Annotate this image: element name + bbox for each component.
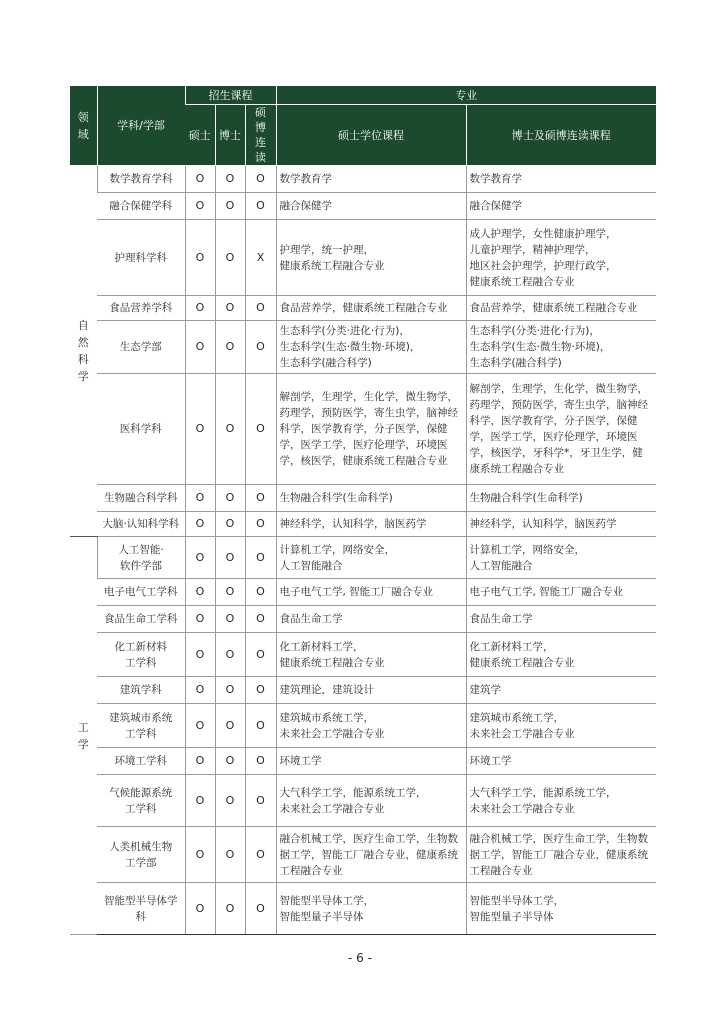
- master-course-cell: 大气科学工学，能源系统工学， 未来社会工学融合专业: [276, 775, 466, 827]
- table-row: [70, 748, 656, 775]
- header-area: 领域: [70, 86, 97, 166]
- table-row: [70, 537, 656, 579]
- doctor-mark: O: [215, 704, 245, 748]
- doctor-mark: O: [215, 193, 245, 220]
- combined-mark: O: [245, 166, 276, 193]
- doctor-mark: O: [215, 537, 245, 579]
- master-mark: O: [185, 485, 215, 512]
- combined-mark: O: [245, 748, 276, 775]
- doctor-course-cell: 食品营养学，健康系统工程融合专业: [466, 296, 656, 321]
- dept-cell: 护理科学科: [97, 220, 185, 296]
- master-course-cell: 护理学，统一护理， 健康系统工程融合专业: [276, 220, 466, 296]
- doctor-course-cell: 解剖学，生理学，生化学，微生物学，药理学，预防医学，寄生虫学，脑神经科学，医学教育学，分子医学，保健学，医学工学，医疗伦理学，环境医学，核医学，牙科学*，牙卫生学，健康系统工程融合专业: [466, 374, 656, 485]
- master-course-cell: 计算机工学，网络安全， 人工智能融合: [276, 537, 466, 579]
- dept-cell: 气候能源系统 工学科: [97, 775, 185, 827]
- doctor-mark: O: [215, 296, 245, 321]
- doctor-course-cell: 融合机械工学，医疗生命工学，生物数据工学，智能工厂融合专业，健康系统工程融合专业: [466, 827, 656, 883]
- dept-cell: 人工智能· 软件学部: [97, 537, 185, 579]
- combined-mark: O: [245, 512, 276, 537]
- master-course-cell: 环境工学: [276, 748, 466, 775]
- combined-mark: O: [245, 677, 276, 704]
- doctor-course-cell: 环境工学: [466, 748, 656, 775]
- course-table-page: [70, 86, 656, 935]
- master-mark: O: [185, 883, 215, 935]
- master-mark: O: [185, 220, 215, 296]
- doctor-course-cell: 建筑学: [466, 677, 656, 704]
- dept-cell: 食品生命工学科: [97, 606, 185, 633]
- master-mark: O: [185, 166, 215, 193]
- doctor-course-cell: 生物融合科学(生命科学): [466, 485, 656, 512]
- combined-mark: O: [245, 704, 276, 748]
- master-mark: O: [185, 704, 215, 748]
- dept-cell: 大脑·认知科学科: [97, 512, 185, 537]
- combined-mark: O: [245, 606, 276, 633]
- header-combined: 硕博连读: [245, 105, 276, 166]
- doctor-course-cell: 建筑城市系统工学， 未来社会工学融合专业: [466, 704, 656, 748]
- area-name: 工学: [77, 720, 89, 751]
- master-course-cell: 数学教育学: [276, 166, 466, 193]
- table-row: [70, 485, 656, 512]
- doctor-mark: O: [215, 775, 245, 827]
- combined-mark: O: [245, 775, 276, 827]
- table-row: [70, 166, 656, 193]
- doctor-course-cell: 神经科学，认知科学，脑医药学: [466, 512, 656, 537]
- doctor-mark: O: [215, 220, 245, 296]
- table-row: [70, 579, 656, 606]
- area-label: [70, 537, 97, 935]
- master-course-cell: 化工新材料工学， 健康系统工程融合专业: [276, 633, 466, 677]
- header-major: 专业: [276, 86, 656, 105]
- doctor-mark: O: [215, 883, 245, 935]
- dept-cell: 人类机械生物 工学部: [97, 827, 185, 883]
- master-mark: O: [185, 827, 215, 883]
- doctor-course-cell: 智能型半导体工学， 智能型量子半导体: [466, 883, 656, 935]
- dept-cell: 医科学科: [97, 374, 185, 485]
- table-row: [70, 883, 656, 935]
- header-master-course: 硕士学位课程: [276, 105, 466, 166]
- dept-cell: 融合保健学科: [97, 193, 185, 220]
- dept-cell: 化工新材料 工学科: [97, 633, 185, 677]
- doctor-mark: O: [215, 677, 245, 704]
- table-row: [70, 220, 656, 296]
- master-course-cell: 生物融合科学(生命科学): [276, 485, 466, 512]
- header-admission: 招生课程: [185, 86, 276, 105]
- combined-mark: O: [245, 321, 276, 374]
- master-mark: O: [185, 374, 215, 485]
- doctor-mark: O: [215, 748, 245, 775]
- doctor-mark: O: [215, 606, 245, 633]
- course-table: [70, 86, 656, 935]
- doctor-course-cell: 化工新材料工学， 健康系统工程融合专业: [466, 633, 656, 677]
- area-label: [70, 166, 97, 537]
- master-course-cell: 建筑城市系统工学， 未来社会工学融合专业: [276, 704, 466, 748]
- master-mark: O: [185, 606, 215, 633]
- doctor-course-cell: 融合保健学: [466, 193, 656, 220]
- combined-mark: O: [245, 537, 276, 579]
- table-row: [70, 827, 656, 883]
- master-course-cell: 神经科学，认知科学，脑医药学: [276, 512, 466, 537]
- doctor-mark: O: [215, 827, 245, 883]
- combined-mark: O: [245, 827, 276, 883]
- master-course-cell: 融合保健学: [276, 193, 466, 220]
- doctor-course-cell: 大气科学工学，能源系统工学， 未来社会工学融合专业: [466, 775, 656, 827]
- table-row: [70, 775, 656, 827]
- header-master: 硕士: [185, 105, 215, 166]
- doctor-course-cell: 成人护理学，女性健康护理学， 儿童护理学，精神护理学， 地区社会护理学，护理行政学， 健康系统工程融合专业: [466, 220, 656, 296]
- dept-cell: 生态学部: [97, 321, 185, 374]
- combined-mark: X: [245, 220, 276, 296]
- master-course-cell: 电子电气工学, 智能工厂融合专业: [276, 579, 466, 606]
- master-mark: O: [185, 748, 215, 775]
- dept-cell: 建筑学科: [97, 677, 185, 704]
- doctor-course-cell: 生态科学(分类·进化·行为)， 生态科学(生态·微生物·环境)， 生态科学(融合科学): [466, 321, 656, 374]
- doctor-mark: O: [215, 633, 245, 677]
- table-row: [70, 633, 656, 677]
- dept-cell: 电子电气工学科: [97, 579, 185, 606]
- doctor-mark: O: [215, 485, 245, 512]
- master-course-cell: 融合机械工学，医疗生命工学，生物数据工学，智能工厂融合专业，健康系统工程融合专业: [276, 827, 466, 883]
- page-number: - 6 -: [348, 951, 372, 965]
- combined-mark: O: [245, 633, 276, 677]
- master-mark: O: [185, 775, 215, 827]
- table-row: [70, 512, 656, 537]
- header-doctor-course: 博士及硕博连读课程: [466, 105, 656, 166]
- combined-mark: O: [245, 883, 276, 935]
- doctor-mark: O: [215, 166, 245, 193]
- table-row: [70, 677, 656, 704]
- area-name: 自然科学: [77, 319, 89, 383]
- dept-cell: 生物融合科学科: [97, 485, 185, 512]
- doctor-course-cell: 食品生命工学: [466, 606, 656, 633]
- table-row: [70, 296, 656, 321]
- table-row: [70, 704, 656, 748]
- master-course-cell: 食品营养学，健康系统工程融合专业: [276, 296, 466, 321]
- master-course-cell: 食品生命工学: [276, 606, 466, 633]
- master-mark: O: [185, 677, 215, 704]
- master-course-cell: 智能型半导体工学， 智能型量子半导体: [276, 883, 466, 935]
- table-row: [70, 606, 656, 633]
- combined-mark: O: [245, 193, 276, 220]
- header-dept: 学科/学部: [97, 86, 185, 166]
- master-mark: O: [185, 537, 215, 579]
- doctor-course-cell: 电子电气工学, 智能工厂融合专业: [466, 579, 656, 606]
- combined-mark: O: [245, 374, 276, 485]
- master-mark: O: [185, 512, 215, 537]
- doctor-mark: O: [215, 579, 245, 606]
- master-mark: O: [185, 296, 215, 321]
- table-row: [70, 321, 656, 374]
- doctor-mark: O: [215, 512, 245, 537]
- combined-mark: O: [245, 579, 276, 606]
- master-mark: O: [185, 633, 215, 677]
- dept-cell: 建筑城市系统 工学科: [97, 704, 185, 748]
- combined-mark: O: [245, 296, 276, 321]
- doctor-course-cell: 数学教育学: [466, 166, 656, 193]
- master-mark: O: [185, 579, 215, 606]
- combined-mark: O: [245, 485, 276, 512]
- master-course-cell: 解剖学，生理学，生化学，微生物学，药理学，预防医学，寄生虫学，脑神经科学，医学教育学，分子医学，保健学，医学工学，医疗伦理学，环境医学，核医学，健康系统工程融合专业: [276, 374, 466, 485]
- doctor-course-cell: 计算机工学，网络安全， 人工智能融合: [466, 537, 656, 579]
- master-course-cell: 生态科学(分类·进化·行为)， 生态科学(生态·微生物·环境)， 生态科学(融合科学): [276, 321, 466, 374]
- dept-cell: 环境工学科: [97, 748, 185, 775]
- master-mark: O: [185, 193, 215, 220]
- table-row: [70, 193, 656, 220]
- dept-cell: 数学教育学科: [97, 166, 185, 193]
- doctor-mark: O: [215, 321, 245, 374]
- header-doctor: 博士: [215, 105, 245, 166]
- master-mark: O: [185, 321, 215, 374]
- dept-cell: 食品营养学科: [97, 296, 185, 321]
- dept-cell: 智能型半导体学科: [97, 883, 185, 935]
- master-course-cell: 建筑理论，建筑设计: [276, 677, 466, 704]
- table-body: [70, 166, 656, 935]
- table-row: [70, 374, 656, 485]
- doctor-mark: O: [215, 374, 245, 485]
